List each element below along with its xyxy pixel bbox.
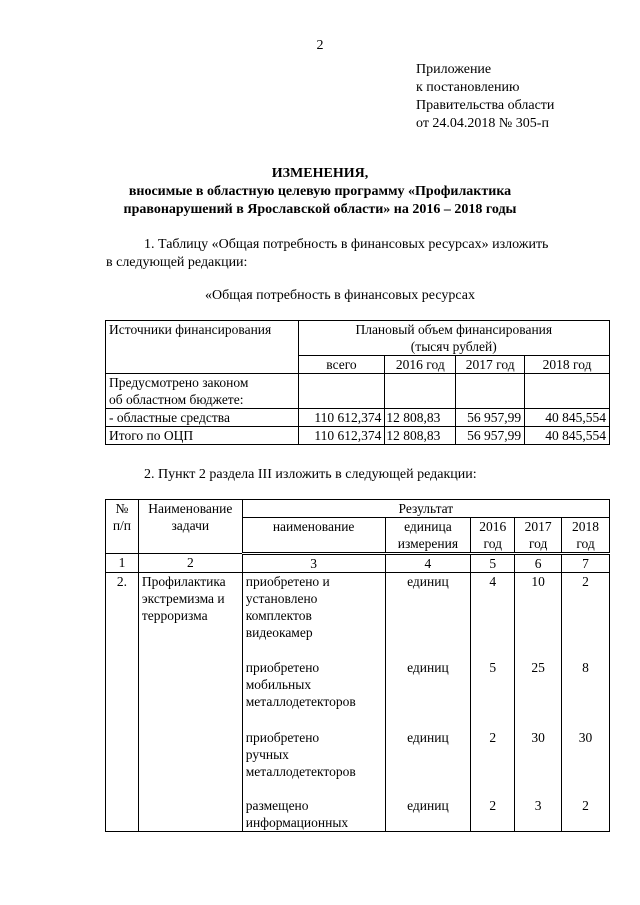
header-num: № п/п <box>106 500 139 554</box>
result-2018: 2 8 30 2 <box>562 573 610 832</box>
row-label: - областные средства <box>106 409 299 427</box>
column-number-row <box>106 554 610 573</box>
result-2016: 4 5 2 2 <box>471 573 515 832</box>
result-2017: 10 25 30 3 <box>515 573 562 832</box>
header-2018: 2018 год <box>562 518 610 554</box>
column-number: 5 <box>471 554 515 573</box>
column-number: 4 <box>385 554 471 573</box>
page-number: 2 <box>316 38 324 53</box>
table-cell <box>298 374 385 409</box>
heading-title: ИЗМЕНЕНИЯ, <box>271 166 369 181</box>
table-row <box>106 500 610 518</box>
cell-2018: 40 845,554 <box>525 427 610 445</box>
table-cell <box>525 374 610 409</box>
column-number: 3 <box>242 554 385 573</box>
cell-2017: 56 957,99 <box>456 427 525 445</box>
table-row <box>106 573 610 832</box>
header-source: Источники финансирования <box>106 321 299 374</box>
header-2018: 2018 год <box>525 356 610 374</box>
paragraph-1-line: в следующей редакции: <box>106 255 248 270</box>
cell-total: 110 612,374 <box>298 427 385 445</box>
table-row <box>106 321 610 356</box>
table-row <box>106 427 610 445</box>
row-number: 2. <box>106 573 139 832</box>
cell-2018: 40 845,554 <box>525 409 610 427</box>
cell-2016: 12 808,83 <box>385 409 456 427</box>
cell-2016: 12 808,83 <box>385 427 456 445</box>
cell-2017: 56 957,99 <box>456 409 525 427</box>
row-label: Предусмотрено законом об областном бюджете: <box>106 374 299 409</box>
appendix-line: Правительства области <box>416 98 555 113</box>
appendix-line: от 24.04.2018 № 305-п <box>416 116 549 131</box>
header-total: всего <box>298 356 385 374</box>
heading-subtitle-line: вносимые в областную целевую программу «Профилактика <box>128 184 512 199</box>
table-row <box>106 374 610 409</box>
task-name: Профилактика экстремизма и терроризма <box>138 573 242 832</box>
header-2017: 2017 год <box>515 518 562 554</box>
header-task: Наименование задачи <box>138 500 242 554</box>
paragraph-1-line: 1. Таблицу «Общая потребность в финансовых ресурсах» изложить <box>144 237 549 252</box>
header-2016: 2016 год <box>385 356 456 374</box>
financing-table <box>105 320 610 445</box>
header-result: Результат <box>242 500 609 518</box>
header-plan: Плановый объем финансирования (тысяч рублей) <box>298 321 609 356</box>
table-cell <box>385 374 456 409</box>
table-1-caption: «Общая потребность в финансовых ресурсах <box>205 288 475 303</box>
appendix-line: к постановлению <box>416 80 520 95</box>
column-number: 7 <box>562 554 610 573</box>
column-number: 6 <box>515 554 562 573</box>
header-2016: 2016 год <box>471 518 515 554</box>
table-cell <box>456 374 525 409</box>
row-label: Итого по ОЦП <box>106 427 299 445</box>
appendix-block <box>416 61 554 133</box>
heading-subtitle-line: правонарушений в Ярославской области» на 2016 – 2018 годы <box>123 202 517 217</box>
column-number: 2 <box>138 554 242 573</box>
result-units: единиц единиц единиц единиц <box>385 573 471 832</box>
header-unit: единица измерения <box>385 518 471 554</box>
header-2017: 2017 год <box>456 356 525 374</box>
column-number: 1 <box>106 554 139 573</box>
result-names: приобретено и установлено комплектов видеокамер приобретено мобильных металлодетекторов приобретено ручных металлодетекторов размещено информационных <box>242 573 385 832</box>
table-row <box>106 409 610 427</box>
paragraph-2: 2. Пункт 2 раздела III изложить в следующей редакции: <box>144 467 477 482</box>
results-table <box>105 499 610 832</box>
header-name: наименование <box>242 518 385 554</box>
appendix-line: Приложение <box>416 62 492 77</box>
cell-total: 110 612,374 <box>298 409 385 427</box>
